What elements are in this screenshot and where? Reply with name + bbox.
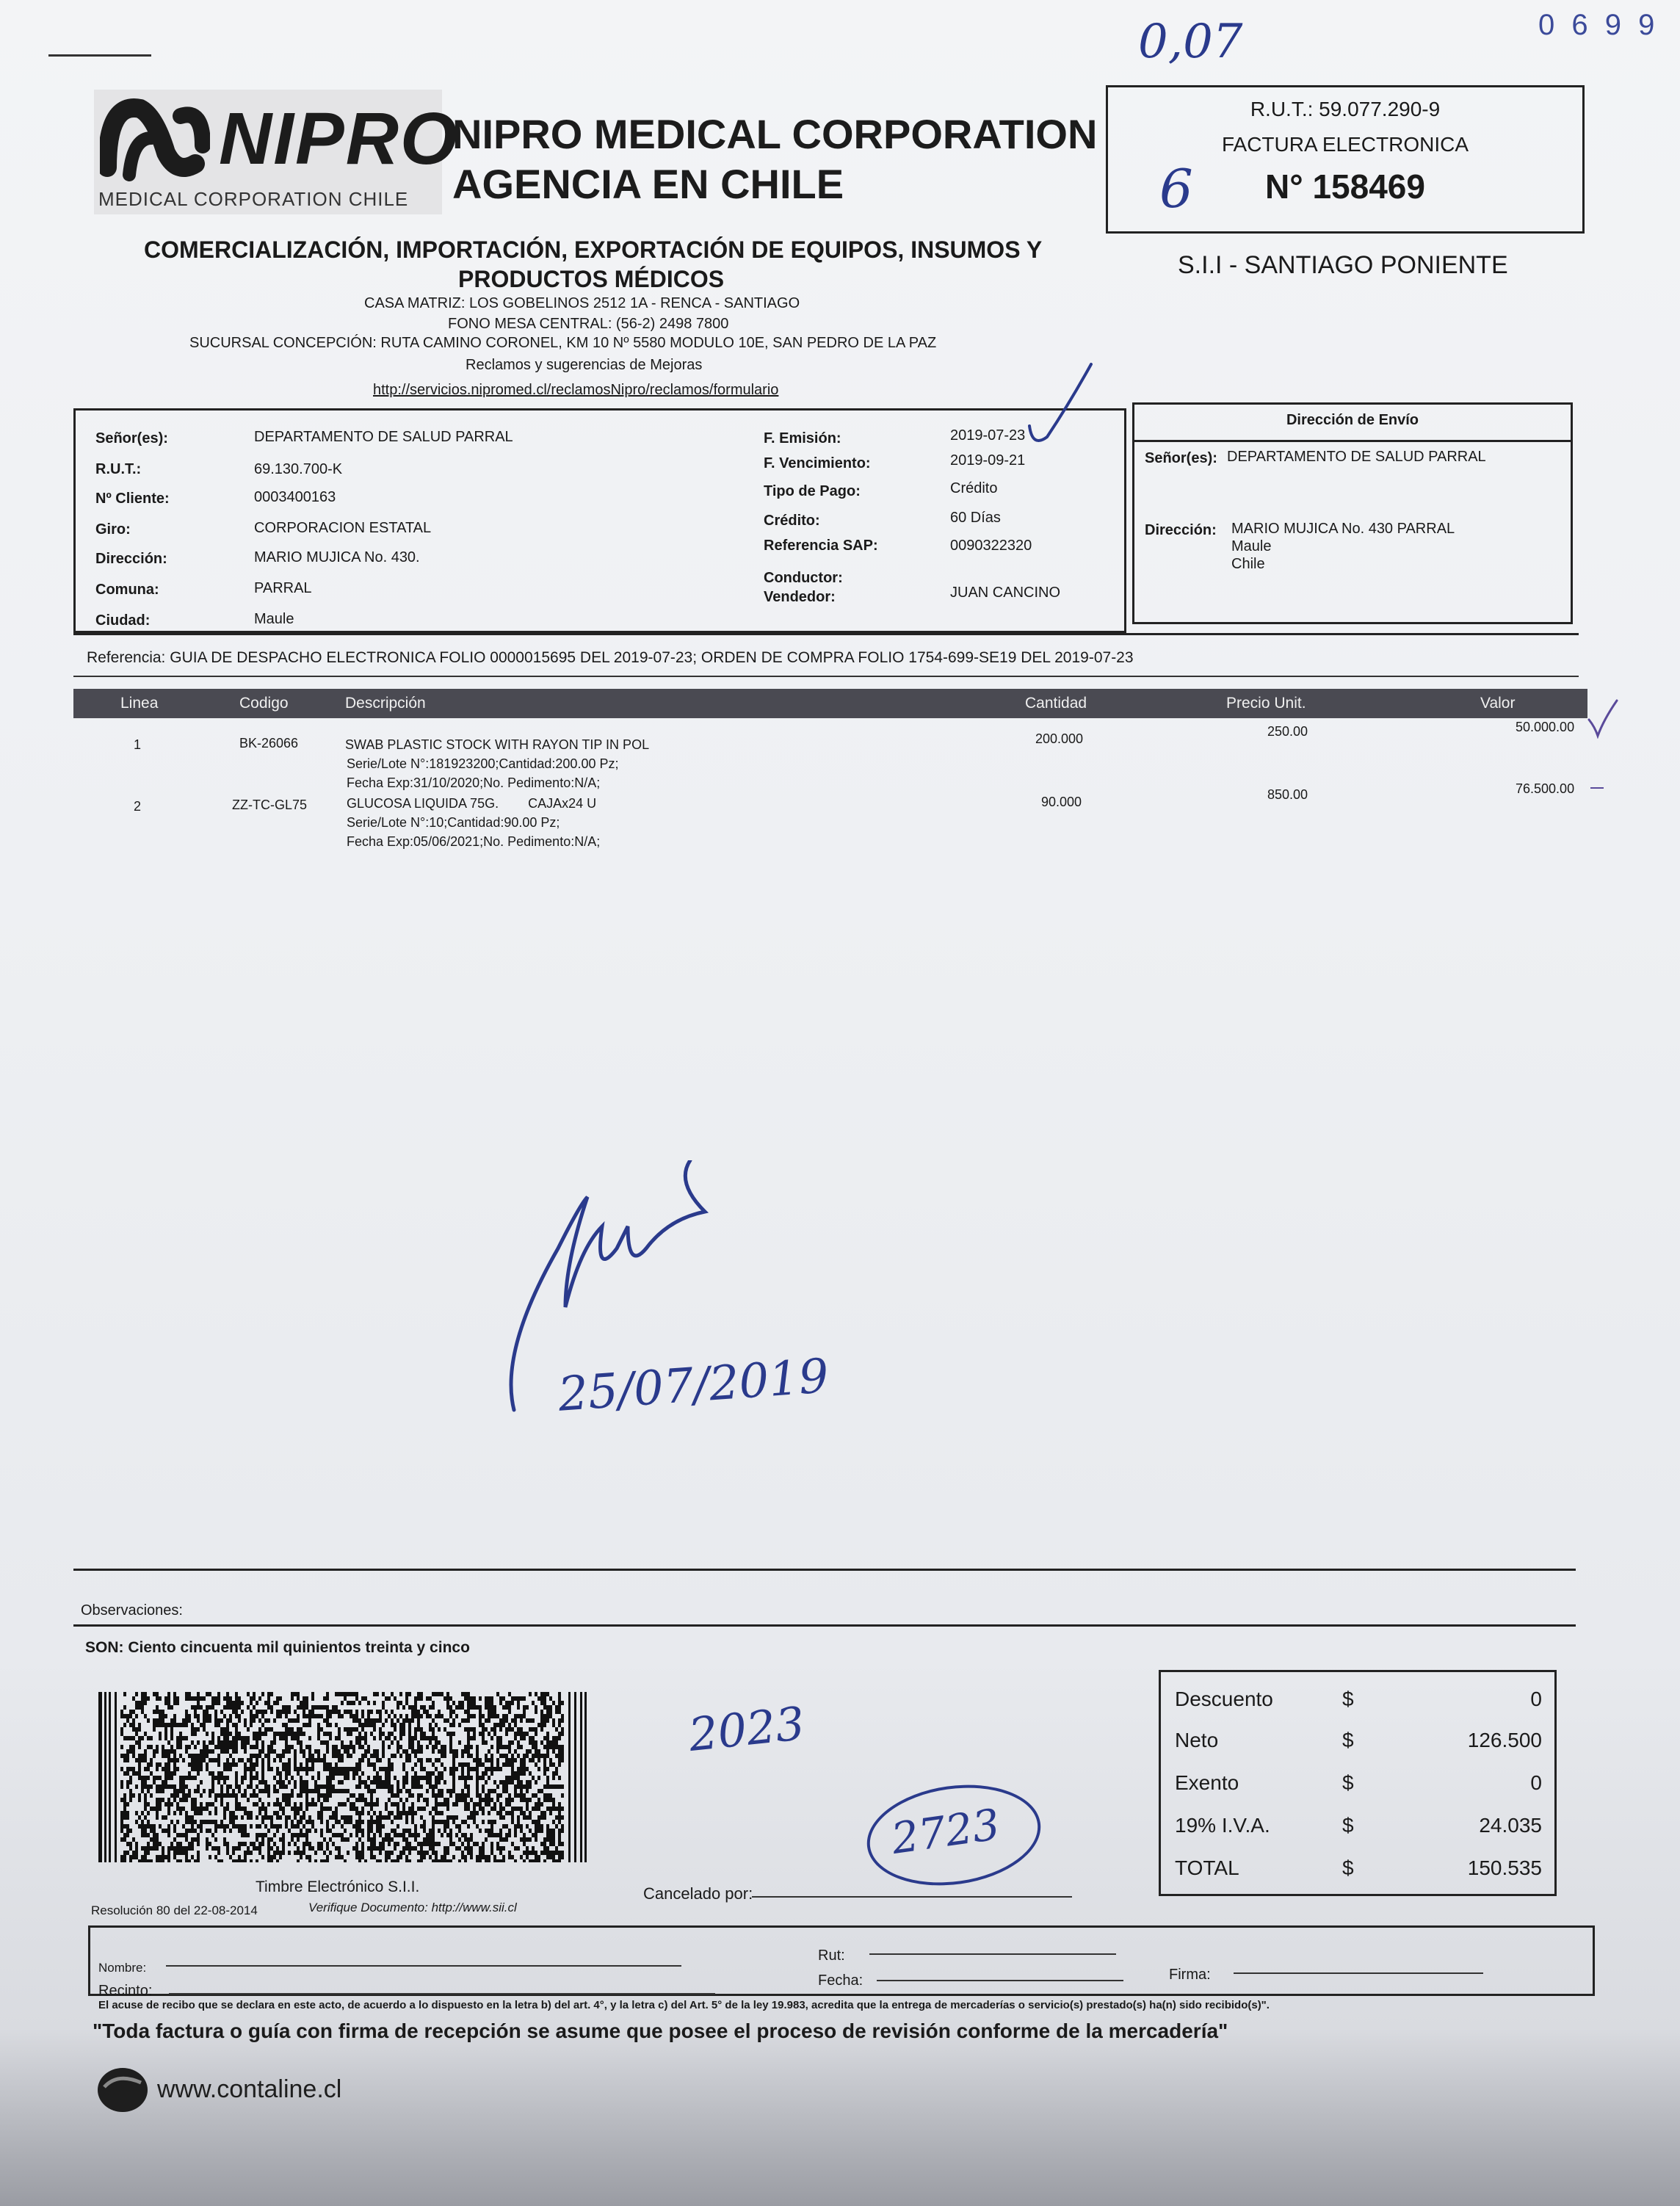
row-codigo: BK-26066 bbox=[239, 736, 299, 751]
company-activity-2: PRODUCTOS MÉDICOS bbox=[458, 266, 725, 292]
issuer-rut: R.U.T.: 59.077.290-9 bbox=[1250, 98, 1441, 120]
observations-bottom-rule bbox=[73, 1624, 1576, 1627]
total-label: Neto bbox=[1175, 1729, 1219, 1751]
footer-quote: "Toda factura o guía con firma de recepción se asume que posee el proceso de revisión conforme de la mercadería" bbox=[93, 2019, 1228, 2042]
total-currency: $ bbox=[1342, 1771, 1354, 1794]
logo-brand: NIPRO bbox=[219, 98, 459, 180]
row-desc-3: Fecha Exp:05/06/2021;No. Pedimento:N/A; bbox=[347, 834, 601, 849]
receipt-firma-line[interactable] bbox=[1234, 1972, 1483, 1974]
col-codigo: Codigo bbox=[239, 695, 289, 712]
client-label-comuna: Comuna: bbox=[95, 582, 159, 598]
row-codigo: ZZ-TC-GL75 bbox=[232, 798, 308, 812]
cancelado-line bbox=[752, 1896, 1072, 1898]
terms-value-vendedor: JUAN CANCINO bbox=[950, 585, 1061, 601]
shipping-dir-label: Dirección: bbox=[1145, 522, 1217, 538]
cancelado-label: Cancelado por: bbox=[643, 1884, 753, 1903]
terms-label-tipo-pago: Tipo de Pago: bbox=[764, 483, 861, 499]
row-linea: 2 bbox=[134, 799, 142, 814]
receipt-legal-text: El acuse de recibo que se declara en este acto, de acuerdo a lo dispuesto en la letra b) del art. 4°, y la letra c) del Art. 5° de la ley 19.983, acredita que la entrega de mercaderías o servicio(s) prestado(s) ha(n) sido recibido(s)". bbox=[98, 1999, 1270, 2011]
row-desc-2: Serie/Lote N°:181923200;Cantidad:200.00 Pz; bbox=[347, 756, 619, 771]
footer-website[interactable]: www.contaline.cl bbox=[157, 2075, 342, 2103]
sii-office: S.I.I - SANTIAGO PONIENTE bbox=[1178, 251, 1508, 279]
terms-value-credito: 60 Días bbox=[950, 510, 1001, 526]
client-value-cliente: 0003400163 bbox=[254, 489, 336, 505]
row-cantidad: 200.000 bbox=[1035, 731, 1084, 746]
total-value: 24.035 bbox=[1479, 1814, 1542, 1837]
top-left-dash bbox=[48, 54, 151, 57]
handwritten-top-note: 0,07 bbox=[1138, 15, 1243, 69]
row-precio: 850.00 bbox=[1267, 787, 1308, 802]
observations-label: Observaciones: bbox=[81, 1602, 183, 1619]
invoice-id-box bbox=[1106, 85, 1585, 234]
row-precio: 250.00 bbox=[1267, 724, 1308, 739]
client-value-ciudad: Maule bbox=[254, 611, 294, 627]
total-value: 126.500 bbox=[1467, 1729, 1542, 1751]
total-currency: $ bbox=[1342, 1688, 1354, 1710]
total-label: TOTAL bbox=[1175, 1856, 1239, 1879]
terms-label-vencimiento: F. Vencimiento: bbox=[764, 455, 871, 471]
receipt-nombre-line[interactable] bbox=[166, 1965, 681, 1967]
table-row bbox=[73, 720, 1587, 798]
terms-label-credito: Crédito: bbox=[764, 513, 820, 529]
total-value: 0 bbox=[1530, 1688, 1542, 1710]
col-valor: Valor bbox=[1480, 695, 1516, 712]
client-value-giro: CORPORACION ESTATAL bbox=[254, 520, 432, 536]
client-value-direccion: MARIO MUJICA No. 430. bbox=[254, 549, 420, 565]
logo-tagline: MEDICAL CORPORATION CHILE bbox=[98, 188, 409, 210]
handwritten-2023: 2023 bbox=[686, 1696, 808, 1762]
reference-rule bbox=[73, 676, 1579, 677]
contaline-logo-icon bbox=[95, 2065, 150, 2115]
timbre-verify: Verifique Documento: http://www.sii.cl bbox=[308, 1901, 517, 1914]
receipt-recinto-label: Recinto: bbox=[98, 1983, 153, 1999]
shipping-senor-label: Señor(es): bbox=[1145, 450, 1217, 466]
company-address: CASA MATRIZ: LOS GOBELINOS 2512 1A - RENCA - SANTIAGO bbox=[364, 295, 800, 311]
handwritten-2723: 2723 bbox=[888, 1799, 1003, 1864]
row-desc-3: Fecha Exp:31/10/2020;No. Pedimento:N/A; bbox=[347, 775, 601, 790]
timbre-resolution: Resolución 80 del 22-08-2014 bbox=[91, 1903, 258, 1917]
client-label-cliente: Nº Cliente: bbox=[95, 491, 170, 507]
handwritten-check-emision bbox=[1025, 360, 1098, 448]
shipping-dir-line2: Maule bbox=[1231, 538, 1272, 554]
client-label-senor: Señor(es): bbox=[95, 430, 168, 446]
nipro-logo bbox=[94, 90, 459, 214]
company-name-2: AGENCIA EN CHILE bbox=[452, 161, 844, 207]
terms-label-sap: Referencia SAP: bbox=[764, 538, 878, 554]
amount-in-words: SON: Ciento cincuenta mil quinientos treinta y cinco bbox=[85, 1639, 470, 1656]
receipt-rut-line[interactable] bbox=[869, 1953, 1116, 1955]
shipping-senor-value: DEPARTAMENTO DE SALUD PARRAL bbox=[1227, 449, 1486, 465]
stamped-number: 0 6 9 9 bbox=[1538, 9, 1659, 41]
shipping-title: Dirección de Envío bbox=[1286, 412, 1419, 428]
total-value: 150.535 bbox=[1467, 1856, 1542, 1879]
col-descripcion: Descripción bbox=[345, 695, 426, 712]
invoice-number: N° 158469 bbox=[1265, 167, 1425, 206]
receipt-firma-label: Firma: bbox=[1169, 1967, 1211, 1983]
receipt-nombre-label: Nombre: bbox=[98, 1961, 147, 1975]
reference-line bbox=[87, 649, 1134, 667]
company-activity-1: COMERCIALIZACIÓN, IMPORTACIÓN, EXPORTACIÓN DE EQUIPOS, INSUMOS Y bbox=[144, 236, 1043, 263]
total-label: 19% I.V.A. bbox=[1175, 1814, 1270, 1837]
company-name-1: NIPRO MEDICAL CORPORATION bbox=[452, 111, 1098, 157]
col-cantidad: Cantidad bbox=[1025, 695, 1087, 712]
timbre-label: Timbre Electrónico S.I.I. bbox=[256, 1878, 420, 1895]
total-label: Exento bbox=[1175, 1771, 1239, 1794]
reference-text: GUIA DE DESPACHO ELECTRONICA FOLIO 0000015695 DEL 2019-07-23; ORDEN DE COMPRA FOLIO 1754-699-SE19 DEL 2019-07-23 bbox=[170, 649, 1134, 666]
row-valor: 76.500.00 bbox=[1516, 781, 1575, 796]
claims-link[interactable]: http://servicios.nipromed.cl/reclamosNipro/reclamos/formulario bbox=[373, 382, 779, 398]
total-currency: $ bbox=[1342, 1814, 1354, 1837]
client-label-direccion: Dirección: bbox=[95, 551, 167, 567]
col-linea: Linea bbox=[120, 695, 159, 712]
terms-label-emision: F. Emisión: bbox=[764, 430, 841, 446]
terms-label-conductor: Conductor: bbox=[764, 570, 843, 586]
client-label-giro: Giro: bbox=[95, 521, 131, 538]
terms-value-sap: 0090322320 bbox=[950, 538, 1032, 554]
row-linea: 1 bbox=[134, 737, 142, 752]
shipping-dir-line1: MARIO MUJICA No. 430 PARRAL bbox=[1231, 521, 1455, 537]
total-currency: $ bbox=[1342, 1856, 1354, 1879]
row-desc-1: GLUCOSA LIQUIDA 75G. CAJAx24 U bbox=[347, 796, 597, 811]
client-value-senor: DEPARTAMENTO DE SALUD PARRAL bbox=[254, 429, 513, 445]
total-currency: $ bbox=[1342, 1729, 1354, 1751]
terms-value-emision: 2019-07-23 bbox=[950, 427, 1026, 444]
handwritten-check-row1 bbox=[1586, 698, 1618, 739]
reference-label: Referencia: bbox=[87, 649, 166, 666]
company-branch: SUCURSAL CONCEPCIÓN: RUTA CAMINO CORONEL, KM 10 Nº 5580 MODULO 10E, SAN PEDRO DE LA PAZ bbox=[189, 335, 937, 351]
terms-value-vencimiento: 2019-09-21 bbox=[950, 452, 1026, 469]
total-label: Descuento bbox=[1175, 1688, 1273, 1710]
row-desc-1: SWAB PLASTIC STOCK WITH RAYON TIP IN POL bbox=[345, 737, 650, 752]
row2-dash-mark bbox=[1590, 787, 1604, 789]
company-claims: Reclamos y sugerencias de Mejoras bbox=[466, 357, 703, 373]
company-phone: FONO MESA CENTRAL: (56-2) 2498 7800 bbox=[448, 316, 729, 332]
row-cantidad: 90.000 bbox=[1041, 795, 1082, 809]
signature-date: 25/07/2019 bbox=[556, 1349, 831, 1422]
terms-value-tipo-pago: Crédito bbox=[950, 480, 998, 496]
receipt-rut-label: Rut: bbox=[818, 1948, 845, 1964]
nipro-mark-icon bbox=[100, 94, 210, 182]
col-precio: Precio Unit. bbox=[1226, 695, 1306, 712]
items-table-header bbox=[73, 689, 1587, 718]
client-value-comuna: PARRAL bbox=[254, 580, 312, 596]
header-bottom-rule bbox=[73, 633, 1579, 635]
client-value-rut: 69.130.700-K bbox=[254, 461, 343, 477]
total-value: 0 bbox=[1530, 1771, 1542, 1794]
pdf417-barcode bbox=[98, 1692, 587, 1862]
client-label-rut: R.U.T.: bbox=[95, 461, 142, 477]
terms-label-vendedor: Vendedor: bbox=[764, 589, 836, 605]
row-desc-2: Serie/Lote N°:10;Cantidad:90.00 Pz; bbox=[347, 815, 560, 830]
shipping-box bbox=[1132, 402, 1573, 624]
doc-type: FACTURA ELECTRONICA bbox=[1221, 133, 1469, 156]
client-label-ciudad: Ciudad: bbox=[95, 612, 151, 629]
row-valor: 50.000.00 bbox=[1516, 720, 1575, 734]
shipping-dir-line3: Chile bbox=[1231, 556, 1265, 572]
receipt-fecha-line[interactable] bbox=[877, 1980, 1123, 1981]
receipt-fecha-label: Fecha: bbox=[818, 1972, 863, 1989]
observations-top-rule bbox=[73, 1569, 1576, 1571]
receipt-recinto-line[interactable] bbox=[169, 1993, 715, 1995]
handwritten-mark-6: 6 bbox=[1159, 158, 1193, 220]
